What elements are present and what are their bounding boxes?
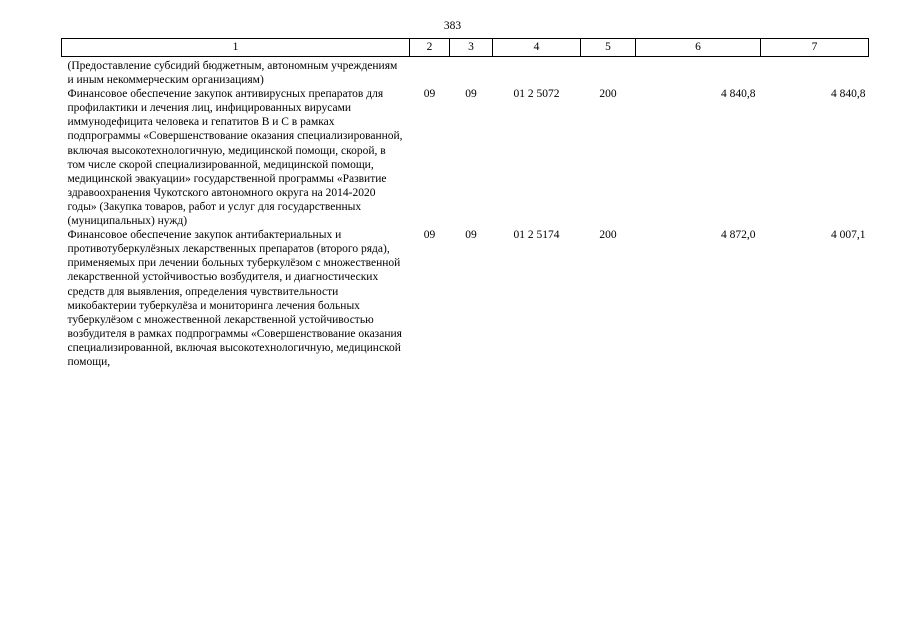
section-code: 09 bbox=[423, 88, 436, 101]
table-row bbox=[62, 228, 869, 369]
column-header-3: 3 bbox=[450, 39, 493, 57]
column-header-2: 2 bbox=[410, 39, 450, 57]
expense-type-code: 200 bbox=[599, 229, 617, 242]
target-article-code bbox=[493, 57, 581, 88]
amount-col7 bbox=[761, 57, 869, 88]
section-code: 09 bbox=[423, 229, 436, 242]
amount-col7: 4 840,8 bbox=[831, 88, 866, 101]
column-header-6: 6 bbox=[636, 39, 761, 57]
column-header-1: 1 bbox=[62, 39, 410, 57]
expense-type-code bbox=[581, 57, 636, 88]
row-description: Финансовое обеспечение закупок антивирусных препаратов для профилактики и лечения лиц, инфицированных вирусами иммунодефицита человека и гепатитов В и С в рамках подпрограммы «Совершенствование оказания специализированной, включая высокотехнологичную, медицинской помощи, скорой, в том числе скорой специализированной, медицинской помощи, медицинской эвакуации» государственной программы «Развитие здравоохранения Чукотского автономного округа на 2014-2020 годы» (Закупка товаров, работ и услуг для государственных (муниципальных) нужд) bbox=[67, 88, 403, 228]
amount-col7: 4 007,1 bbox=[831, 229, 866, 242]
table-row bbox=[62, 57, 869, 88]
column-header-5: 5 bbox=[581, 39, 636, 57]
column-header-4: 4 bbox=[493, 39, 581, 57]
amount-col6 bbox=[636, 57, 761, 88]
row-description: (Предоставление субсидий бюджетным, автономным учреждениям и иным некоммерческим организациям) bbox=[67, 60, 398, 87]
section-code bbox=[410, 57, 450, 88]
amount-col6: 4 872,0 bbox=[721, 229, 756, 242]
target-article-code: 01 2 5072 bbox=[513, 88, 560, 101]
page-number: 383 bbox=[443, 20, 462, 32]
budget-table bbox=[61, 38, 869, 369]
row-description: Финансовое обеспечение закупок антибактериальных и противотуберкулёзных лекарственных препаратов (второго ряда), применяемых при лечении больных туберкулёзом с множественной лекарственной устойчивостью возбудителя, и диагностических средств для выявления, определения чувствительности микобактерии туберкулёза и мониторинга лечения больных туберкулёзом с множественной лекарственной устойчивостью возбудителя в рамках подпрограммы «Совершенствование оказания специализированной, включая высокотехнологичную, медицинской помощи, bbox=[67, 229, 402, 368]
table-row bbox=[62, 87, 869, 228]
subsection-code: 09 bbox=[465, 88, 477, 101]
expense-type-code: 200 bbox=[599, 88, 617, 101]
target-article-code: 01 2 5174 bbox=[513, 229, 560, 242]
table-header-row bbox=[62, 39, 869, 57]
amount-col6: 4 840,8 bbox=[721, 88, 756, 101]
column-header-7: 7 bbox=[761, 39, 869, 57]
subsection-code bbox=[450, 57, 493, 88]
subsection-code: 09 bbox=[465, 229, 477, 242]
